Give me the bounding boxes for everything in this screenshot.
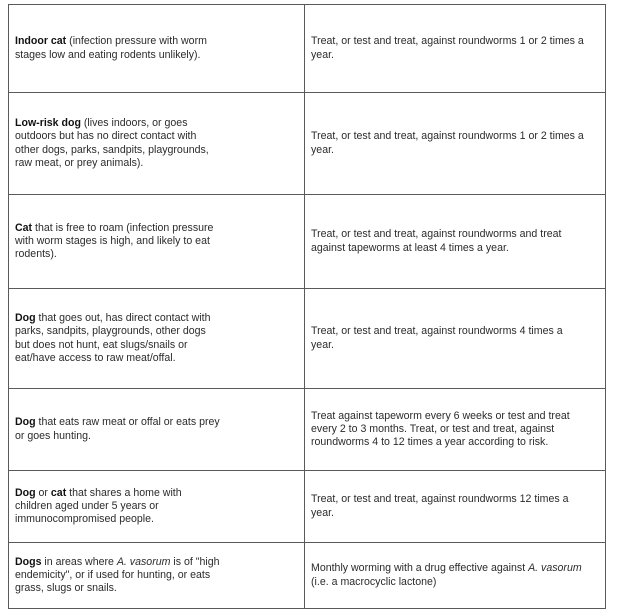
deworming-recommendation-table <box>8 4 606 609</box>
risk-category-bold: Dog <box>15 312 36 325</box>
parasite-name-italic: A. vasorum <box>116 555 171 568</box>
risk-category-cell <box>9 289 305 389</box>
treatment-recommendation-pretext: Monthly worming with a drug effective against <box>311 562 529 575</box>
risk-category-text: that shares a home with children aged under 5 years or immunocompromised people. <box>15 486 182 526</box>
treatment-recommendation-text: Treat, or test and treat, against roundworms 4 times a year. <box>311 325 563 351</box>
treatment-recommendation-text: Treat, or test and treat, against roundworms and treat against tapeworms at least 4 times a year. <box>311 228 562 254</box>
table-row <box>9 5 606 93</box>
risk-category-connector: or <box>35 486 51 499</box>
risk-category-bold: Dog <box>15 416 36 429</box>
risk-category-text: (infection pressure with worm stages low and eating rodents unlikely). <box>15 35 207 61</box>
treatment-recommendation-cell <box>305 543 606 609</box>
risk-category-cell <box>9 543 305 609</box>
risk-category-cell <box>9 471 305 543</box>
risk-category-text: that eats raw meat or offal or eats prey or goes hunting. <box>15 416 220 442</box>
treatment-recommendation-text: Treat against tapeworm every 6 weeks or test and treat every 2 to 3 months. Treat, or test and treat, against roundworms 4 to 12 times a year according to risk. <box>311 409 570 449</box>
risk-category-bold: Cat <box>15 221 33 234</box>
table-row <box>9 389 606 471</box>
table-row <box>9 543 606 609</box>
treatment-recommendation-text: (i.e. a macrocyclic lactone) <box>311 575 437 588</box>
table-row <box>9 93 606 195</box>
table-row <box>9 471 606 543</box>
treatment-recommendation-cell <box>305 5 606 93</box>
treatment-recommendation-cell <box>305 289 606 389</box>
risk-category-bold: Low-risk dog <box>15 117 81 130</box>
parasite-name-italic: A. vasorum <box>528 562 582 575</box>
risk-category-text: (lives indoors, or goes outdoors but has no direct contact with other dogs, parks, sandpits, playgrounds, raw meat, or prey animals). <box>15 117 209 169</box>
risk-category-text: is of "high endemicity", or if used for hunting, or eats grass, slugs or snails. <box>15 555 220 595</box>
risk-category-cell <box>9 5 305 93</box>
risk-category-cell <box>9 195 305 289</box>
treatment-recommendation-cell <box>305 195 606 289</box>
risk-category-bold: Dog <box>15 486 36 499</box>
treatment-recommendation-text: Treat, or test and treat, against roundworms 12 times a year. <box>311 493 569 519</box>
risk-category-pretext: in areas where <box>41 555 117 568</box>
treatment-recommendation-cell <box>305 389 606 471</box>
risk-category-bold-secondary: cat <box>50 486 67 499</box>
table-row <box>9 195 606 289</box>
table-row <box>9 289 606 389</box>
treatment-recommendation-cell <box>305 471 606 543</box>
treatment-recommendation-cell <box>305 93 606 195</box>
risk-category-cell <box>9 389 305 471</box>
treatment-recommendation-text: Treat, or test and treat, against roundworms 1 or 2 times a year. <box>311 130 584 156</box>
risk-category-cell <box>9 93 305 195</box>
risk-category-bold: Indoor cat <box>15 35 67 48</box>
risk-category-text: that is free to roam (infection pressure with worm stages is high, and likely to eat rodents). <box>15 221 214 261</box>
risk-category-text: that goes out, has direct contact with parks, sandpits, playgrounds, other dogs but does not hunt, eat slugs/snails or eat/have access to raw meat/offal. <box>15 312 211 364</box>
risk-category-bold: Dogs <box>15 555 42 568</box>
treatment-recommendation-text: Treat, or test and treat, against roundworms 1 or 2 times a year. <box>311 35 584 61</box>
